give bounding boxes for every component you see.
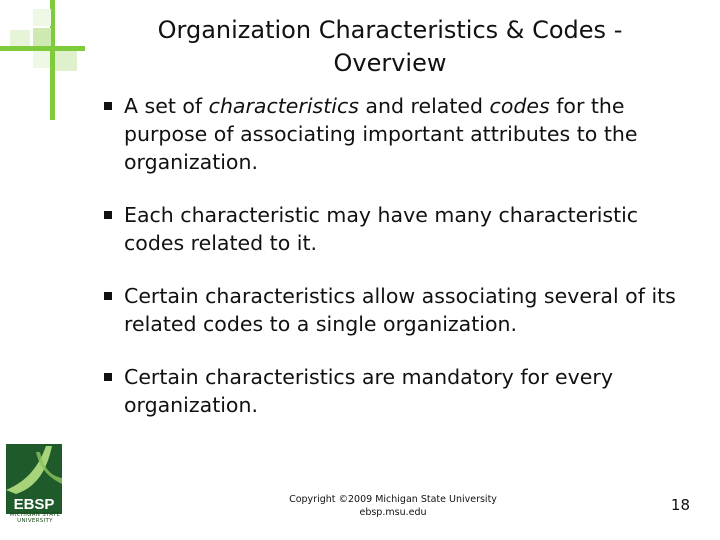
slide-title-line-2: Overview — [333, 49, 447, 77]
bullet-item — [104, 92, 694, 176]
bullet-square-icon — [104, 211, 112, 219]
decorative-square — [33, 51, 50, 68]
logo-subtext: MICHIGAN STATE UNIVERSITY — [9, 512, 61, 524]
bullet-text-part: A set of — [124, 94, 209, 118]
bullet-item — [104, 282, 694, 338]
bullet-square-icon — [104, 102, 112, 110]
ebsp-logo-icon — [6, 444, 62, 514]
bullet-text-part: and related — [358, 94, 490, 118]
bullet-text-emphasis: characteristics — [208, 94, 359, 118]
bullet-text-part: for the purpose of associating important attributes to the organization. — [124, 94, 638, 174]
bullet-square-icon — [104, 373, 112, 381]
bullet-text — [124, 94, 637, 174]
decorative-square — [33, 9, 51, 26]
decorative-square — [55, 51, 77, 71]
bullet-list — [104, 92, 694, 444]
bullet-text: Certain characteristics allow associating several of its related codes to a single organization. — [124, 284, 676, 336]
slide-title-line-1: Organization Characteristics & Codes - — [157, 16, 623, 44]
bullet-text-emphasis: codes — [489, 94, 550, 118]
decorative-square — [10, 30, 30, 46]
bullet-text: Each characteristic may have many characteristic codes related to it. — [124, 203, 639, 255]
footer — [268, 493, 518, 519]
bullet-item — [104, 363, 694, 419]
slide-title — [100, 14, 680, 80]
bullet-item — [104, 201, 694, 257]
bullet-square-icon — [104, 292, 112, 300]
page-number: 18 — [670, 496, 690, 514]
decorative-square — [33, 28, 51, 46]
footer-url: ebsp.msu.edu — [359, 507, 427, 518]
bullet-text: Certain characteristics are mandatory for every organization. — [124, 365, 613, 417]
logo-text: EBSP — [13, 496, 55, 513]
footer-copyright: Copyright ©2009 Michigan State University — [289, 494, 497, 505]
